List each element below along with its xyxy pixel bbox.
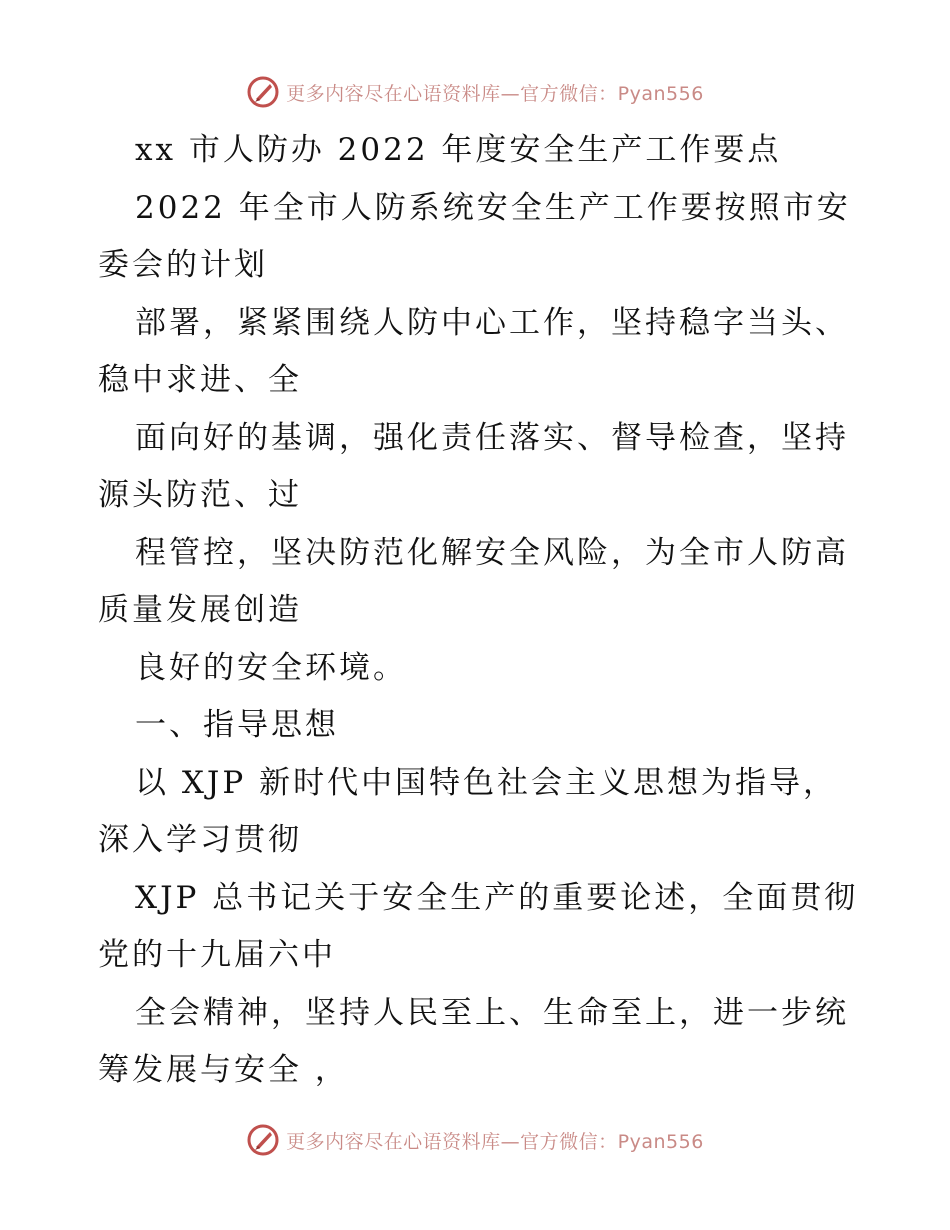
paragraph-line: 党的十九届六中 [98,937,336,973]
section-heading: 一、指导思想 [135,707,339,743]
footer-watermark-text: 更多内容尽在心语资料库—官方微信：Pyan556 [286,1130,704,1153]
paragraph-line: 程管控，坚决防范化解安全风险，为全市人防高 [135,534,849,571]
paragraph-line: 稳中求进、全 [98,362,302,398]
header-watermark-text: 更多内容尽在心语资料库—官方微信：Pyan556 [286,82,704,105]
quill-pen-logo-icon [246,1123,280,1157]
paragraph-line: 深入学习贯彻 [98,822,302,858]
document-title: xx 市人防办 2022 年度安全生产工作要点 [135,132,782,168]
footer-watermark [0,1120,950,1160]
paragraph-line: 面向好的基调，强化责任落实、督导检查，坚持 [135,419,849,456]
paragraph-line: 源头防范、过 [98,477,302,513]
paragraph-line: 良好的安全环境。 [135,649,407,686]
paragraph-line: 质量发展创造 [98,592,302,628]
header-watermark [0,72,950,112]
paragraph-line: 筹发展与安全 ， [98,1052,349,1088]
paragraph-line: 部署，紧紧围绕人防中心工作，坚持稳字当头、 [135,304,849,341]
paragraph-line: XJP 总书记关于安全生产的重要论述，全面贯彻 [135,879,859,916]
document-body [98,122,868,1100]
paragraph-line: 以 XJP 新时代中国特色社会主义思想为指导， [135,764,838,801]
paragraph-line: 委会的计划 [98,247,268,283]
quill-pen-logo-icon [246,75,280,109]
paragraph-line: 2022 年全市人防系统安全生产工作要按照市安 [135,189,851,226]
paragraph-line: 全会精神，坚持人民至上、生命至上，进一步统 [135,994,849,1031]
